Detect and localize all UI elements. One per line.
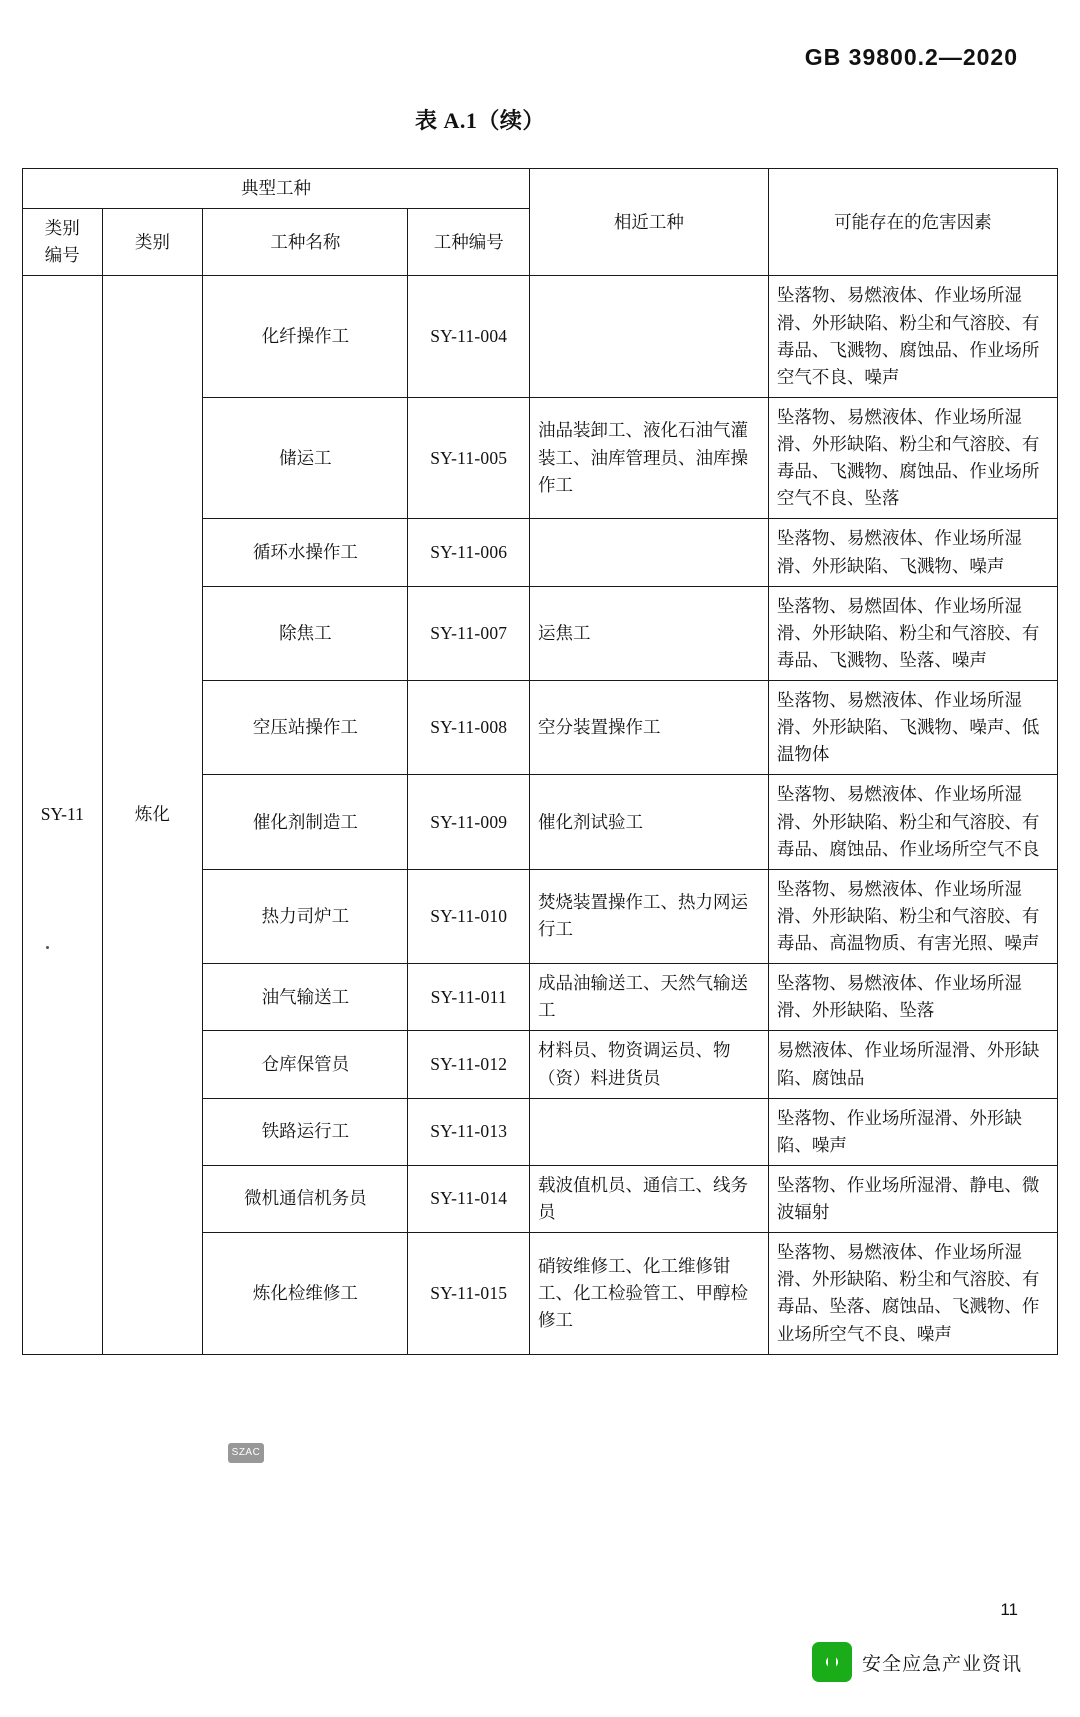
cell-hazards: 坠落物、易燃固体、作业场所湿滑、外形缺陷、粉尘和气溶胶、有毒品、飞溅物、坠落、噪声 xyxy=(768,586,1057,680)
header-category-number xyxy=(23,209,103,276)
cell-hazards: 坠落物、易燃液体、作业场所湿滑、外形缺陷、飞溅物、噪声、低温物体 xyxy=(768,681,1057,775)
cell-hazards: 坠落物、易燃液体、作业场所湿滑、外形缺陷、粉尘和气溶胶、有毒品、坠落、腐蚀品、飞溅物、作业场所空气不良、噪声 xyxy=(768,1233,1057,1355)
cell-similar-jobs: 焚烧装置操作工、热力网运行工 xyxy=(530,869,769,963)
cell-job-name: 除焦工 xyxy=(203,586,408,680)
cell-job-code: SY-11-004 xyxy=(408,276,530,398)
footer-account-badge xyxy=(812,1642,1022,1682)
cell-job-code: SY-11-014 xyxy=(408,1165,530,1232)
cell-job-name: 储运工 xyxy=(203,397,408,519)
scan-watermark: SZAC xyxy=(228,1443,264,1463)
table-caption xyxy=(0,104,1080,135)
cell-hazards: 坠落物、易燃液体、作业场所湿滑、外形缺陷、飞溅物、噪声 xyxy=(768,519,1057,586)
cell-similar-jobs: 油品装卸工、液化石油气灌装工、油库管理员、油库操作工 xyxy=(530,397,769,519)
cell-hazards: 坠落物、易燃液体、作业场所湿滑、外形缺陷、粉尘和气溶胶、有毒品、飞溅物、腐蚀品、作业场所空气不良、噪声 xyxy=(768,276,1057,398)
ink-dot-artifact xyxy=(46,946,49,949)
cell-job-code: SY-11-010 xyxy=(408,869,530,963)
cell-job-code: SY-11-011 xyxy=(408,964,530,1031)
cell-job-code: SY-11-015 xyxy=(408,1233,530,1355)
cell-job-code: SY-11-009 xyxy=(408,775,530,869)
cell-hazards: 易燃液体、作业场所湿滑、外形缺陷、腐蚀品 xyxy=(768,1031,1057,1098)
cell-similar-jobs: 催化剂试验工 xyxy=(530,775,769,869)
cell-similar-jobs: 材料员、物资调运员、物（资）料进货员 xyxy=(530,1031,769,1098)
table-header xyxy=(23,169,1058,276)
cell-hazards: 坠落物、易燃液体、作业场所湿滑、外形缺陷、粉尘和气溶胶、有毒品、腐蚀品、作业场所空气不良 xyxy=(768,775,1057,869)
job-hazard-table xyxy=(22,168,1058,1355)
cell-similar-jobs: 载波值机员、通信工、线务员 xyxy=(530,1165,769,1232)
header-category-number-line2: 编号 xyxy=(44,245,80,266)
standard-code-header: GB 39800.2—2020 xyxy=(804,44,1018,70)
cell-job-code: SY-11-008 xyxy=(408,681,530,775)
cell-hazards: 坠落物、作业场所湿滑、静电、微波辐射 xyxy=(768,1165,1057,1232)
cell-similar-jobs: 成品油输送工、天然气输送工 xyxy=(530,964,769,1031)
header-category-number-line1: 类别 xyxy=(44,218,80,239)
cell-category: 炼化 xyxy=(102,276,203,1354)
cell-similar-jobs: 硝铵维修工、化工维修钳工、化工检验管工、甲醇检修工 xyxy=(530,1233,769,1355)
cell-similar-jobs: 运焦工 xyxy=(530,586,769,680)
header-job-name: 工种名称 xyxy=(203,209,408,276)
cell-job-code: SY-11-012 xyxy=(408,1031,530,1098)
cell-hazards: 坠落物、易燃液体、作业场所湿滑、外形缺陷、坠落 xyxy=(768,964,1057,1031)
header-category: 类别 xyxy=(102,209,203,276)
cell-job-name: 化纤操作工 xyxy=(203,276,408,398)
cell-job-name: 循环水操作工 xyxy=(203,519,408,586)
table-header-row-1 xyxy=(23,169,1058,209)
cell-similar-jobs: 空分装置操作工 xyxy=(530,681,769,775)
wechat-icon xyxy=(812,1642,852,1682)
table-caption-text: 表 A.1（续） xyxy=(415,108,545,133)
cell-hazards: 坠落物、易燃液体、作业场所湿滑、外形缺陷、粉尘和气溶胶、有毒品、高温物质、有害光照、噪声 xyxy=(768,869,1057,963)
header-job-code: 工种编号 xyxy=(408,209,530,276)
header-similar-jobs: 相近工种 xyxy=(530,169,769,276)
cell-job-name: 仓库保管员 xyxy=(203,1031,408,1098)
cell-job-name: 热力司炉工 xyxy=(203,869,408,963)
cell-job-name: 微机通信机务员 xyxy=(203,1165,408,1232)
cell-job-code: SY-11-005 xyxy=(408,397,530,519)
header-hazards: 可能存在的危害因素 xyxy=(768,169,1057,276)
cell-job-code: SY-11-006 xyxy=(408,519,530,586)
table-body xyxy=(23,276,1058,1354)
cell-hazards: 坠落物、易燃液体、作业场所湿滑、外形缺陷、粉尘和气溶胶、有毒品、飞溅物、腐蚀品、作业场所空气不良、坠落 xyxy=(768,397,1057,519)
cell-job-name: 铁路运行工 xyxy=(203,1098,408,1165)
header-typical-jobs: 典型工种 xyxy=(23,169,530,209)
cell-similar-jobs xyxy=(530,1098,769,1165)
cell-job-code: SY-11-013 xyxy=(408,1098,530,1165)
cell-job-name: 空压站操作工 xyxy=(203,681,408,775)
cell-job-code: SY-11-007 xyxy=(408,586,530,680)
cell-job-name: 催化剂制造工 xyxy=(203,775,408,869)
cell-category-number: SY-11 xyxy=(23,276,103,1354)
page-number: 11 xyxy=(1000,1600,1018,1619)
footer-account-name: 安全应急产业资讯 xyxy=(861,1653,1022,1675)
cell-similar-jobs xyxy=(530,276,769,398)
cell-job-name: 炼化检维修工 xyxy=(203,1233,408,1355)
cell-similar-jobs xyxy=(530,519,769,586)
table-row xyxy=(23,276,1058,398)
cell-hazards: 坠落物、作业场所湿滑、外形缺陷、噪声 xyxy=(768,1098,1057,1165)
cell-job-name: 油气输送工 xyxy=(203,964,408,1031)
